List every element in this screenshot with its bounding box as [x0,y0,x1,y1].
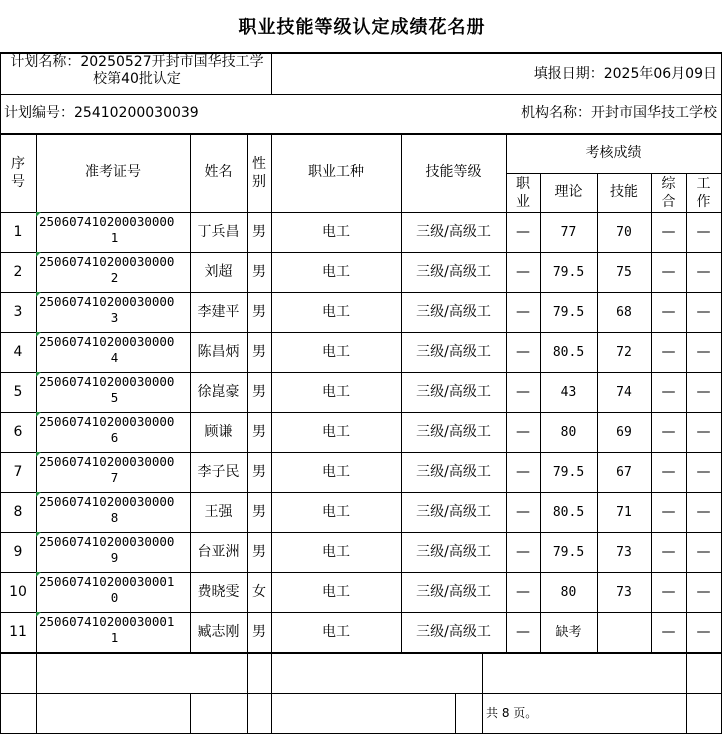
grid-vline [455,693,456,734]
row-theory: 79.5 [552,464,585,480]
ticket-number-main: 250607410200030000 [39,494,175,509]
row-occupation: 电工 [322,223,350,240]
grid-vline [190,693,191,734]
cell-flag-icon [36,212,41,217]
row-name: 台亚洲 [197,543,240,560]
header-professional-label: 职业 [516,175,530,210]
row-theory: 80 [560,584,577,600]
row-theory: 80.5 [552,504,585,520]
row-professional: — [516,223,530,240]
row-name: 臧志刚 [197,623,240,640]
row-ticket [36,532,190,572]
row-skill: 67 [616,464,632,480]
row-theory: 79.5 [552,304,585,320]
ticket-number-tail: 9 [110,550,119,565]
row-gender: 男 [252,383,266,400]
row-work: — [696,383,711,400]
row-name: 李建平 [197,303,240,320]
ticket-number-tail: 1 [110,230,119,245]
row-ticket [36,252,190,292]
row-ticket [36,412,190,452]
row-professional: — [516,583,530,600]
row-gender: 男 [252,623,266,640]
header-skill: 技能 [610,184,638,200]
row-occupation: 电工 [322,583,350,600]
header-work [686,173,721,212]
unit-seal-label [482,652,680,653]
row-name: 顾谦 [204,423,233,440]
row-name: 李子民 [197,463,240,480]
header-name: 姓名 [204,164,233,180]
row-occupation: 电工 [322,303,350,320]
row-comprehensive: — [661,303,676,320]
row-seq: 11 [9,623,27,640]
grid-hline [0,653,722,654]
row-work: — [696,503,711,520]
row-work: — [696,223,711,240]
row-theory: 77 [560,224,577,240]
row-professional: — [516,263,530,280]
row-skill: 72 [616,344,632,360]
row-work: — [696,343,711,360]
ticket-number-tail: 7 [110,470,119,485]
cell-flag-icon [36,612,41,617]
row-level: 三级/高级工 [416,303,491,320]
header-ticket: 准考证号 [85,164,141,180]
row-comprehensive: — [661,383,676,400]
row-comprehensive: — [661,503,676,520]
ticket-number-main: 250607410200030000 [39,334,175,349]
row-ticket [36,612,190,652]
ticket-number-tail: 6 [110,430,119,445]
plan-name: 计划名称：20250527开封市国华技工学校第40批认定 [10,54,264,87]
header-comprehensive [651,173,686,212]
row-seq: 3 [13,303,23,320]
cell-flag-icon [36,532,41,537]
ticket-number-main: 250607410200030000 [39,214,175,229]
header-gender-label: 性别 [252,155,266,190]
row-seq: 9 [13,543,23,560]
row-occupation: 电工 [322,383,350,400]
row-level: 三级/高级工 [416,463,491,480]
row-comprehensive: — [661,423,676,440]
row-seq: 1 [13,223,23,240]
row-seq: 2 [13,263,23,280]
row-occupation: 电工 [322,623,350,640]
report-date: 填报日期：2025年06月09日 [533,65,717,82]
cell-flag-icon [36,412,41,417]
header-seq [0,133,36,212]
ticket-number-tail: 3 [110,310,119,325]
ticket-number-tail: 8 [110,510,119,525]
row-skill: 73 [616,544,632,560]
row-gender: 男 [252,423,266,440]
row-comprehensive: — [661,343,676,360]
row-ticket [36,492,190,532]
row-theory: 43 [560,384,577,400]
row-theory: 79.5 [552,544,585,560]
row-professional: — [516,383,530,400]
row-work: — [696,303,711,320]
row-level: 三级/高级工 [416,263,491,280]
row-professional: — [516,623,530,640]
plan-number: 计划编号：25410200030039 [4,105,199,121]
row-skill: 70 [616,224,632,240]
row-work: — [696,463,711,480]
ticket-number-tail: 2 [110,270,119,285]
row-skill: 75 [616,264,632,280]
ticket-number-main: 250607410200030000 [39,534,175,549]
header-work-label: 工作 [696,175,711,210]
header-professional [506,173,540,212]
row-occupation: 电工 [322,423,350,440]
reporter-label [0,652,300,653]
row-skill: 73 [616,584,632,600]
row-level: 三级/高级工 [416,583,491,600]
row-professional: — [516,503,530,520]
institution: 机构名称：开封市国华技工学校 [521,105,717,121]
header-gender [247,133,271,212]
row-skill: 74 [616,384,632,400]
row-comprehensive: — [661,463,676,480]
header-occupation: 职业工种 [308,164,364,180]
header-scores: 考核成绩 [585,144,642,161]
cell-flag-icon [36,492,41,497]
row-occupation: 电工 [322,463,350,480]
row-gender: 男 [252,223,266,240]
row-name: 陈昌炳 [197,343,240,360]
row-seq: 4 [13,343,23,360]
row-ticket [36,372,190,412]
row-occupation: 电工 [322,543,350,560]
row-theory: 79.5 [552,264,585,280]
header-seq-label: 序号 [11,155,25,190]
row-ticket [36,292,190,332]
ticket-number-main: 250607410200030000 [39,294,175,309]
row-professional: — [516,463,530,480]
header-theory: 理论 [554,184,583,200]
ticket-number-main: 250607410200030000 [39,414,175,429]
ticket-number-main: 250607410200030001 [39,614,175,629]
cell-flag-icon [36,452,41,457]
cell-flag-icon [36,572,41,577]
row-occupation: 电工 [322,263,350,280]
row-level: 三级/高级工 [416,383,491,400]
row-work: — [696,623,711,640]
ticket-number-main: 250607410200030000 [39,454,175,469]
ticket-number-tail: 5 [110,390,119,405]
row-gender: 男 [252,303,266,320]
row-ticket [36,452,190,492]
row-name: 王强 [204,503,233,520]
header-comprehensive-label: 综合 [661,175,676,210]
grid-vline [721,52,722,734]
row-occupation: 电工 [322,503,350,520]
row-seq: 8 [13,503,23,520]
row-work: — [696,263,711,280]
row-name: 费晓雯 [197,583,240,600]
row-comprehensive: — [661,583,676,600]
row-level: 三级/高级工 [416,423,491,440]
row-seq: 6 [13,423,23,440]
row-level: 三级/高级工 [416,503,491,520]
row-gender: 男 [252,463,266,480]
row-professional: — [516,543,530,560]
ticket-number-tail: 0 [110,590,119,605]
grid-vline [271,652,272,734]
cell-flag-icon [36,332,41,337]
row-seq: 7 [13,463,23,480]
row-ticket [36,332,190,372]
ticket-number-tail: 4 [110,350,119,365]
row-name: 刘超 [204,263,233,280]
row-level: 三级/高级工 [416,623,491,640]
ticket-number-main: 250607410200030000 [39,254,175,269]
row-gender: 男 [252,503,266,520]
cell-flag-icon [36,292,41,297]
row-work: — [696,583,711,600]
row-gender: 男 [252,343,266,360]
row-theory: 80.5 [552,344,585,360]
row-work: — [696,543,711,560]
row-level: 三级/高级工 [416,343,491,360]
row-skill: 71 [616,504,632,520]
ticket-number-main: 250607410200030001 [39,574,175,589]
row-theory: 80 [560,424,577,440]
row-ticket [36,212,190,252]
row-level: 三级/高级工 [416,223,491,240]
row-comprehensive: — [661,543,676,560]
row-level: 三级/高级工 [416,543,491,560]
row-professional: — [516,423,530,440]
row-skill: 69 [616,424,632,440]
page-count: 共 8 页。 [486,706,538,720]
grid-vline [36,652,37,734]
ticket-number-tail: 1 [110,630,119,645]
row-work: — [696,423,711,440]
row-comprehensive: — [661,223,676,240]
row-professional: — [516,343,530,360]
grid-vline [686,652,687,734]
page-title: 职业技能等级认定成绩花名册 [238,16,486,38]
row-name: 丁兵昌 [197,223,240,240]
row-professional: — [516,303,530,320]
row-gender: 女 [252,583,266,600]
row-ticket [36,572,190,612]
row-seq: 10 [9,583,27,600]
row-comprehensive: — [661,623,676,640]
row-occupation: 电工 [322,343,350,360]
row-skill [597,612,651,652]
header-level: 技能等级 [425,164,482,180]
cell-flag-icon [36,252,41,257]
row-comprehensive: — [661,263,676,280]
row-seq: 5 [13,383,23,400]
row-theory: 缺考 [555,624,582,640]
row-name: 徐崑豪 [197,383,240,400]
row-skill: 68 [616,304,632,320]
grid-vline [247,652,248,734]
row-gender: 男 [252,543,266,560]
ticket-number-main: 250607410200030000 [39,374,175,389]
row-gender: 男 [252,263,266,280]
cell-flag-icon [36,372,41,377]
